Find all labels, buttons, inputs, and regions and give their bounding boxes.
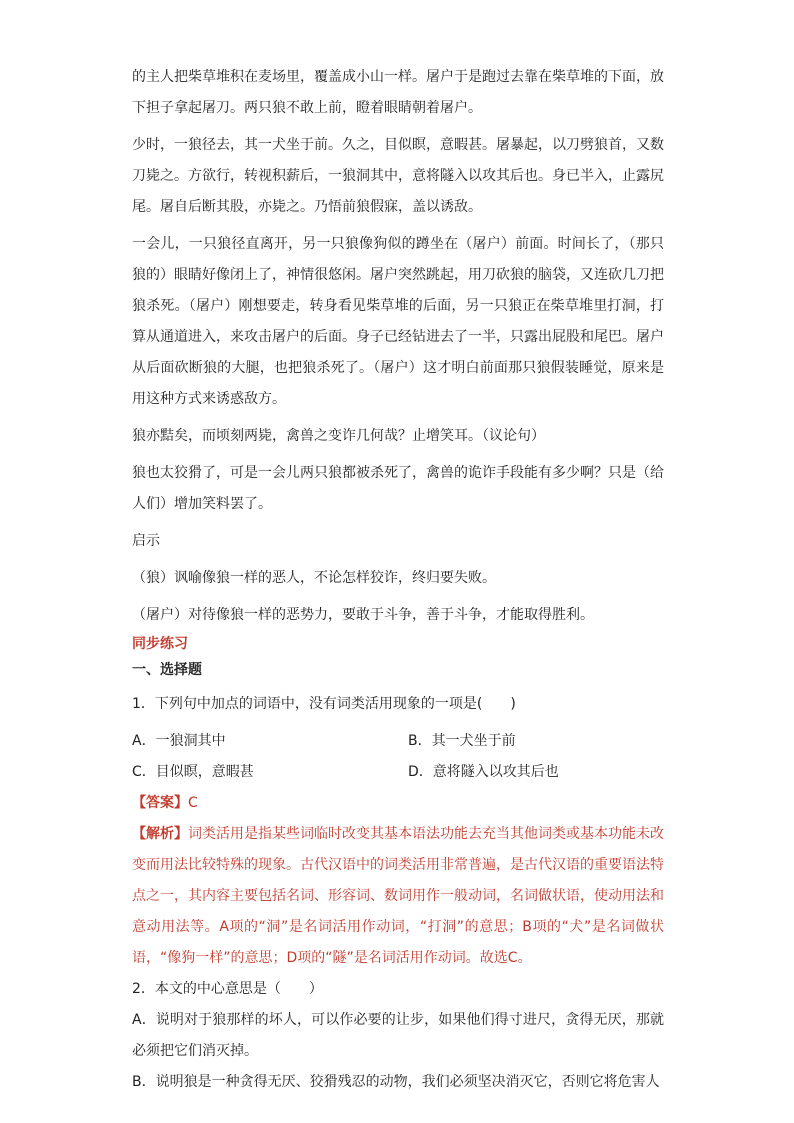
question-1-option-c: C．目似瞑，意暇甚 bbox=[132, 764, 254, 780]
analysis-tag: 【解析】 bbox=[132, 826, 188, 842]
enlightenment-title: 启示 bbox=[132, 533, 160, 549]
question-1-option-d: D．意将隧入以攻其后也 bbox=[408, 764, 559, 780]
question-1-option-a: A．一狼洞其中 bbox=[132, 733, 226, 749]
translation-paragraph-1: 的主人把柴草堆积在麦场里，覆盖成小山一样。屠户于是跑过去靠在柴草堆的下面，放下担子拿起屠刀。两只狼不敢上前，瞪着眼睛朝着屠户。 bbox=[132, 69, 664, 116]
translation-paragraph-3: 狼也太狡猾了，可是一会儿两只狼都被杀死了，禽兽的诡诈手段能有多少啊？只是（给人们）增加笑料罢了。 bbox=[132, 465, 664, 512]
question-1-stem: 1．下列句中加点的词语中，没有词类活用现象的一项是( ) bbox=[132, 696, 516, 712]
question-2-stem: 2．本文的中心意思是（ ） bbox=[132, 981, 323, 997]
answer-tag: 【答案】 bbox=[132, 795, 188, 811]
answer-value: C bbox=[188, 795, 198, 811]
enlightenment-butcher: （屠户）对待像狼一样的恶势力，要敢于斗争，善于斗争，才能取得胜利。 bbox=[132, 607, 594, 623]
analysis-text: 词类活用是指某些词临时改变其基本语法功能去充当其他词类或基本功能未改变而用法比较特殊的现象。古代汉语中的词类活用非常普遍，是古代汉语的重要语法特点之一，其内容主要包括名词、形容词、数词用作一般动词，名词做状语，使动用法和意动用法等。A项的“洞”是名词活用作动词，“打洞”的意思；B项的“犬”是名词做状语，“像狗一样”的意思；D项的“隧”是名词活用作动词。故选C。 bbox=[132, 826, 664, 966]
question-1-options bbox=[132, 726, 664, 788]
translation-paragraph-2: 一会儿，一只狼径直离开，另一只狼像狗似的蹲坐在（屠户）前面。时间长了，（那只狼的）眼睛好像闭上了，神情很悠闲。屠户突然跳起，用刀砍狼的脑袋，又连砍几刀把狼杀死。（屠户）刚想要走，转身看见柴草堆的后面，另一只狼正在柴草堆里打洞，打算从通道进入，来攻击屠户的后面。身子已经钻进去了一半，只露出屁股和尾巴。屠户从后面砍断狼的大腿，也把狼杀死了。（屠户）这才明白前面那只狼假装睡觉，原来是用这种方式来诱惑敌方。 bbox=[132, 236, 664, 407]
question-1-option-b: B．其一犬坐于前 bbox=[408, 733, 516, 749]
original-text-paragraph: 少时，一狼径去，其一犬坐于前。久之，目似瞑，意暇甚。屠暴起，以刀劈狼首，又数刀毙之。方欲行，转视积薪后，一狼洞其中，意将隧入以攻其后也。身已半入，止露尻尾。屠自后断其股，亦毙之。乃悟前狼假寐，盖以诱敌。 bbox=[132, 137, 664, 215]
enlightenment-wolf: （狼）讽喻像狼一样的恶人，不论怎样狡诈，终归要失败。 bbox=[132, 570, 496, 586]
question-2-option-a: A．说明对于狼那样的坏人，可以作必要的让步，如果他们得寸进尺，贪得无厌，那就必须把它们消灭掉。 bbox=[132, 1012, 664, 1059]
original-argument-sentence: 狼亦黠矣，而顷刻两毙，禽兽之变诈几何哉？止增笑耳。（议论句） bbox=[132, 428, 545, 444]
section-title: 同步练习 bbox=[132, 636, 188, 652]
part-title: 一、选择题 bbox=[132, 662, 202, 678]
document-page bbox=[132, 62, 664, 1098]
question-2-option-b: B．说明狼是一种贪得无厌、狡猾残忍的动物，我们必须坚决消灭它，否则它将危害人 bbox=[132, 1074, 660, 1090]
question-1-answer bbox=[132, 788, 664, 819]
question-1-analysis bbox=[132, 819, 664, 974]
